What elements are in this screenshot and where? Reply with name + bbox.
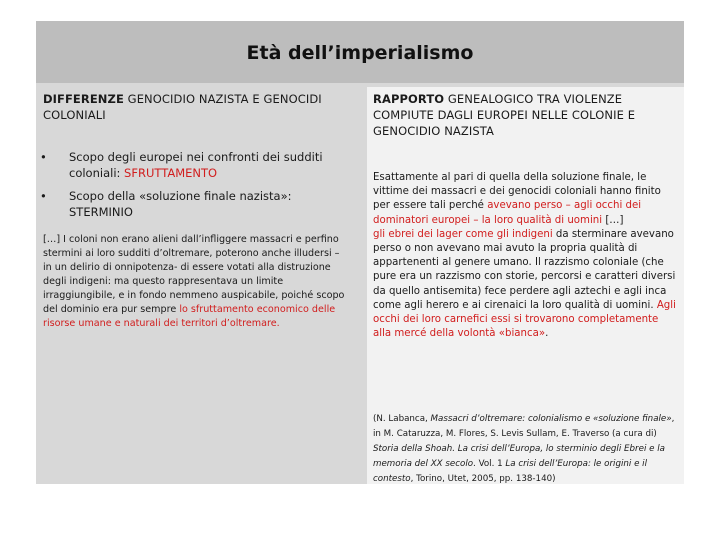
left-body-text — [43, 233, 351, 331]
list-item — [40, 188, 343, 220]
list-item — [40, 149, 343, 181]
bullet-list — [40, 149, 343, 227]
citation-text: (N. Labanca, — [373, 414, 431, 424]
bullet-icon: • — [40, 189, 47, 203]
body-highlight: avevano perso – agli occhi dei dominatori europei – la loro qualità di uomini — [373, 200, 642, 226]
citation-italic: Massacri d’oltremare: colonialismo e «soluzione finale» — [430, 414, 672, 424]
body-text: . — [545, 328, 549, 340]
body-highlight: lo sfruttamento economico delle risorse umane e naturali dei territori d’oltremare. — [43, 304, 336, 329]
citation-text: , in M. Cataruzza, M. Flores, S. Levis Sullam, E. Traverso (a cura di) — [373, 414, 675, 439]
slide-title: Età dell’imperialismo — [246, 42, 474, 64]
bullet-text: Scopo degli europei nei confronti dei sudditi coloniali: — [69, 150, 323, 180]
left-panel — [36, 83, 352, 484]
citation-italic: Storia della Shoah. La crisi dell’Europa, lo sterminio degli Ebrei e la memoria del XX secolo — [373, 444, 665, 469]
slide — [36, 21, 684, 484]
right-panel — [367, 87, 684, 484]
body-text: […] — [602, 214, 624, 226]
citation-text: . Vol. 1 — [473, 459, 506, 469]
body-text: […] I coloni non erano alieni dall’infliggere massacri e perfino stermini ai loro sudditi d’oltremare, poterono anche illudersi – in un delirio di onnipotenza- di essere votati alla distruzione degli indigeni: ma questo rappresentava un limite irraggiungibile, e in fondo nemmeno auspicabile, poiché scopo del dominio era pur sempre — [43, 234, 345, 315]
right-heading-rest: GENEALOGICO TRA VIOLENZE COMPIUTE DAGLI EUROPEI NELLE COLONIE E GENOCIDIO NAZISTA — [373, 92, 636, 138]
citation-italic: La crisi dell’Europa: le origini e il contesto — [373, 459, 647, 484]
body-highlight: Agli occhi dei loro carnefici essi si trovarono completamente alla mercé della volontà «bianca» — [373, 299, 676, 340]
bullet-text: Scopo della «soluzione finale nazista»: STERMINIO — [69, 189, 292, 219]
citation-text: , Torino, Utet, 2005, pp. 138-140) — [410, 474, 556, 484]
right-heading-bold: RAPPORTO — [373, 92, 445, 106]
bullet-highlight: SFRUTTAMENTO — [124, 166, 218, 180]
body-text: Esattamente al pari di quella della soluzione finale, le vittime dei massacri e dei genocidi coloniali hanno finito per essere tali perché — [373, 172, 661, 212]
right-heading — [373, 91, 673, 139]
left-heading-rest: GENOCIDIO NAZISTA E GENOCIDI COLONIALI — [43, 92, 322, 122]
bullet-icon: • — [40, 150, 47, 164]
left-heading-bold: DIFFERENZE — [43, 92, 124, 106]
title-bar — [36, 21, 684, 83]
left-heading — [43, 91, 343, 123]
citation — [373, 412, 679, 487]
body-highlight: gli ebrei dei lager come gli indigeni — [373, 228, 553, 240]
body-text: da sterminare avevano perso o non avevano mai avuto la propria qualità di appartenenti al genere umano. Il razzismo coloniale (che pure era un razzismo con storie, percorsi e caratteri diversi da quello antisemita) fece perdere agli aztechi e agli inca come agli herero e ai cirenaici la loro qualità di uomini. — [373, 228, 676, 311]
right-body-text — [373, 171, 679, 341]
